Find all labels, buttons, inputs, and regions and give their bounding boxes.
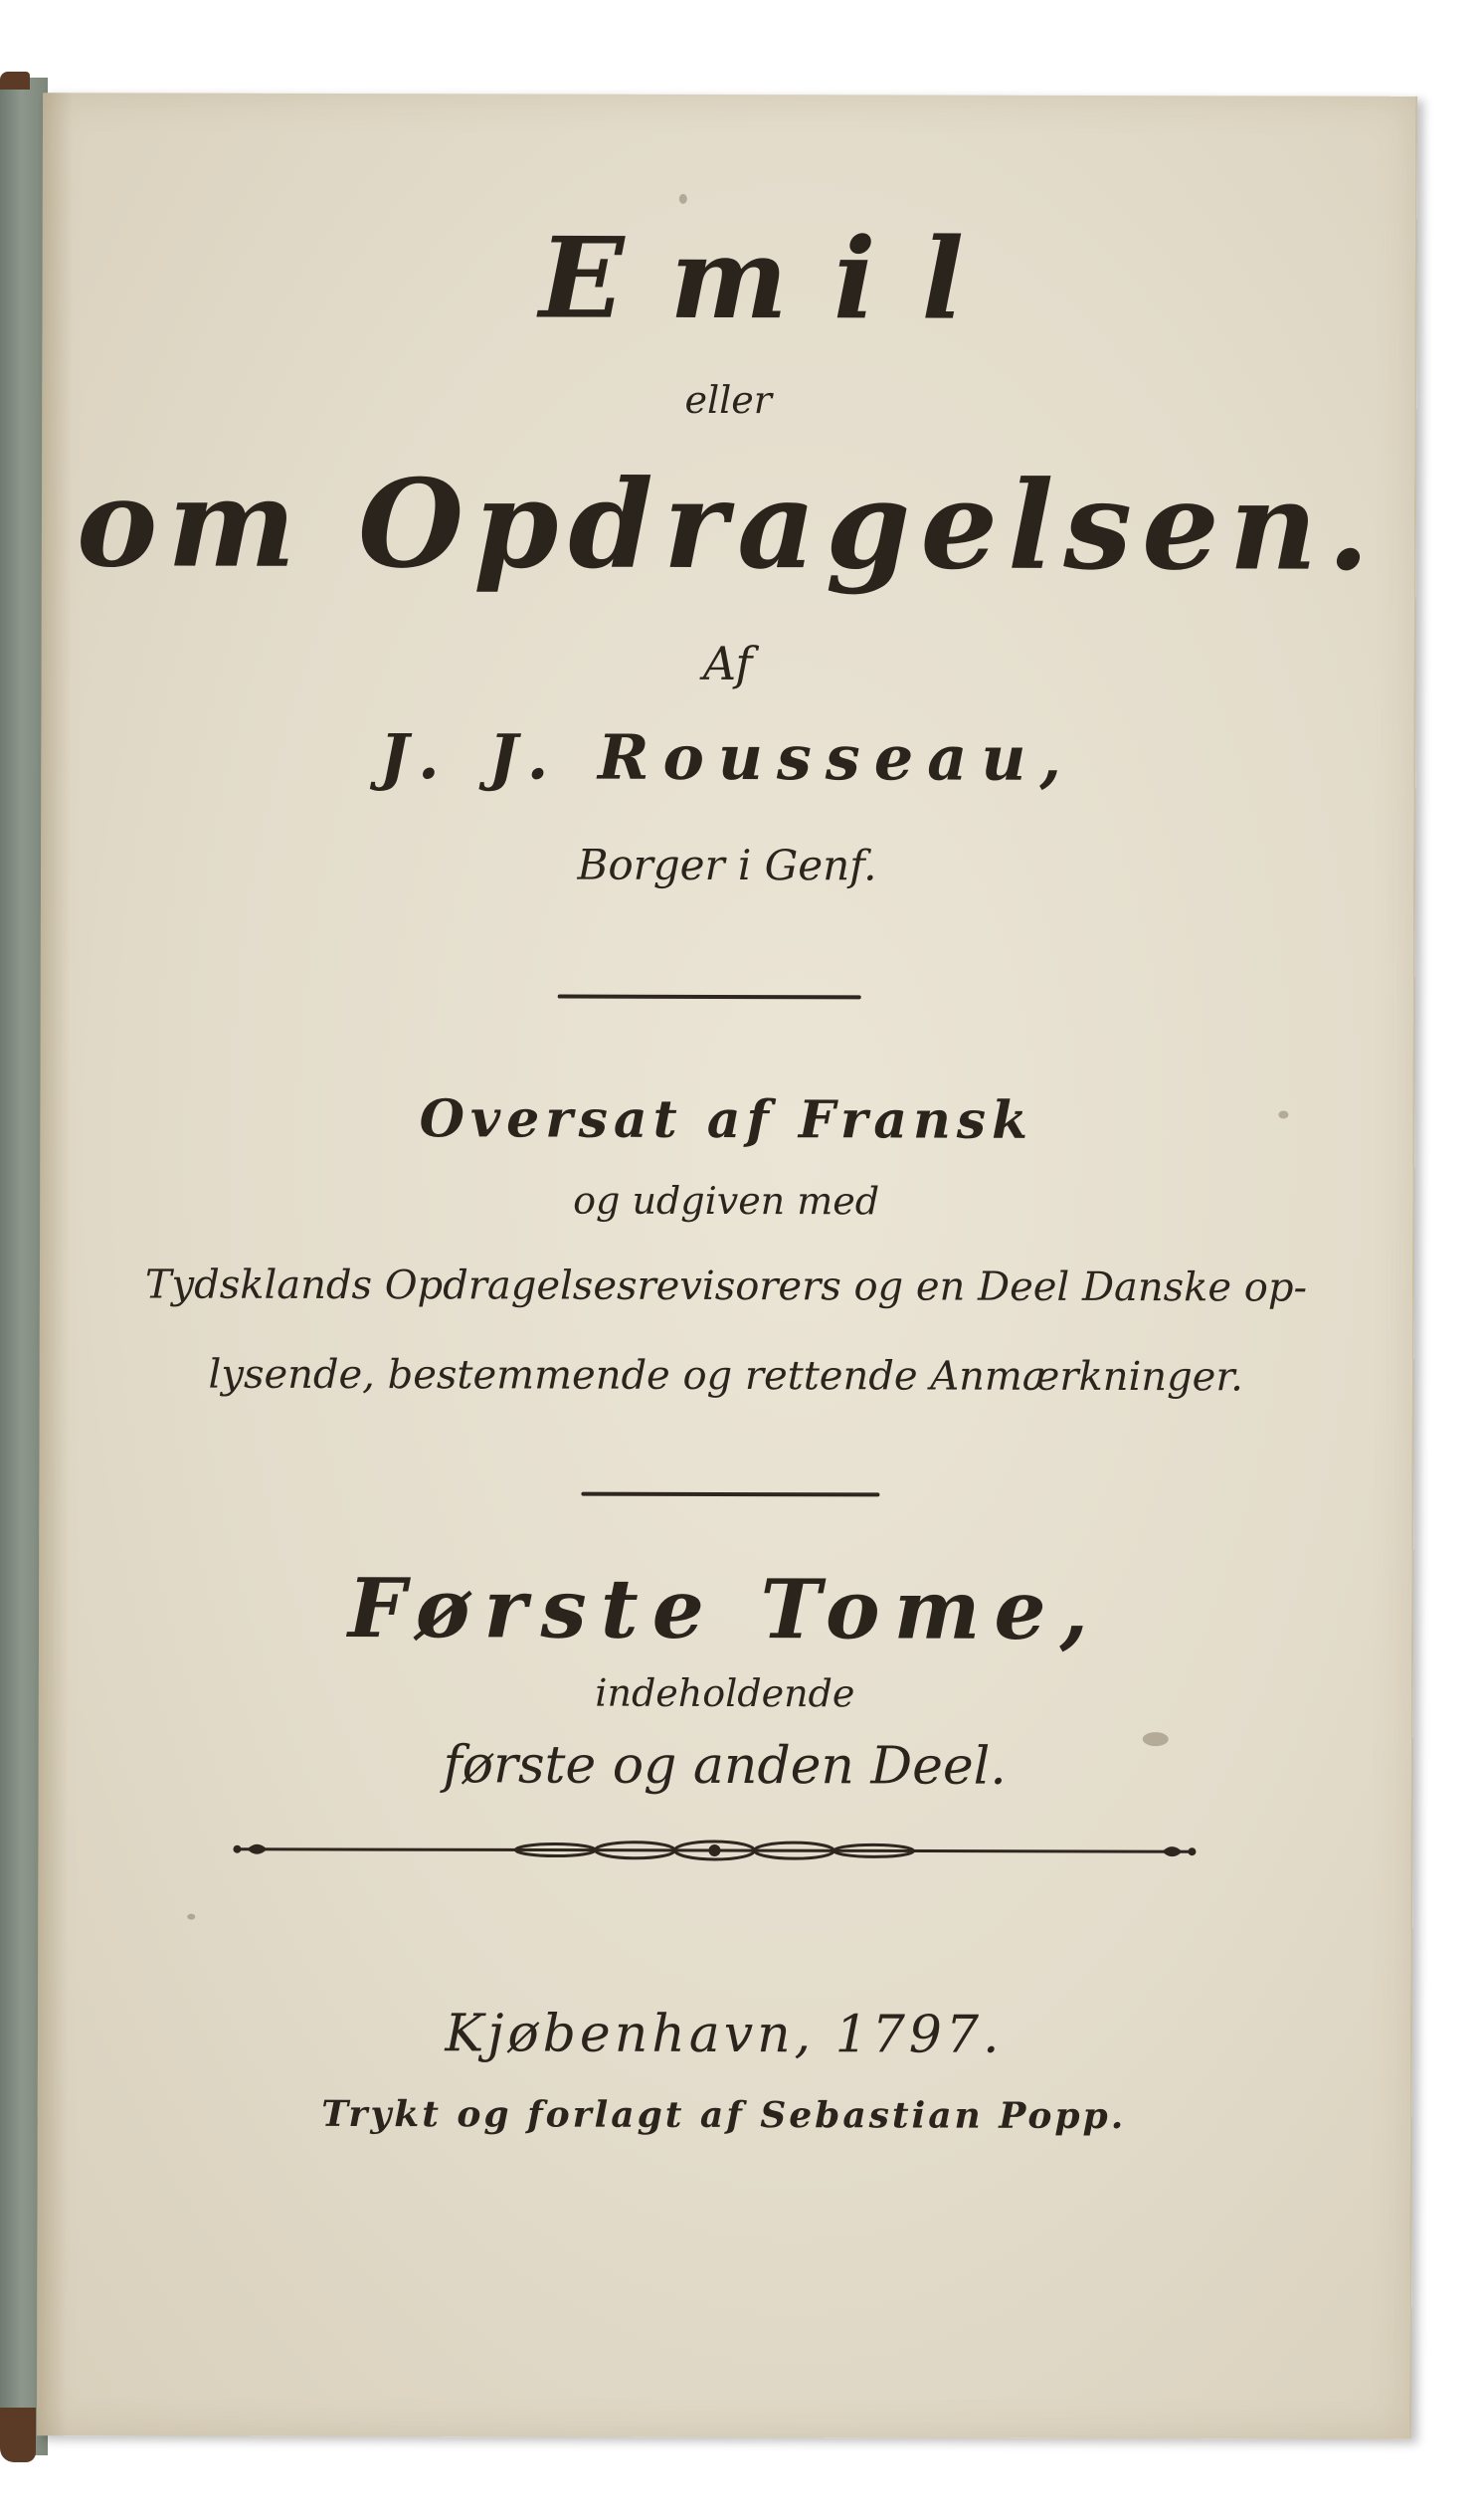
book-subtitle: om Opdragelsen. [76, 451, 1381, 598]
title-connector: eller [684, 377, 773, 423]
author-name: J. J. Rousseau, [379, 720, 1076, 795]
divider-rule [558, 995, 861, 1000]
imprint-printer: Trykt og forlagt af Sebastian Popp. [321, 2092, 1127, 2138]
annotations-line-2: lysende, bestemmende og rettende Anmærkninger. [208, 1351, 1243, 1401]
foxing-spot [679, 194, 687, 204]
author-title: Borger i Genf. [577, 840, 877, 890]
ornamental-rule [227, 1830, 1202, 1872]
title-page [37, 93, 1417, 2439]
book-spine-top [0, 72, 30, 90]
volume-heading: Første Tome, [347, 1561, 1103, 1658]
book-title: Emil [538, 213, 1011, 345]
containing-label: indeholdende [595, 1670, 855, 1716]
divider-rule-2 [581, 1492, 879, 1497]
book-spine-bottom [0, 2408, 36, 2462]
translation-note: Oversat af Fransk [419, 1088, 1034, 1151]
foxing-spot [1278, 1110, 1288, 1118]
imprint-place-date: Kjøbenhavn, 1797. [445, 2004, 1004, 2065]
publication-note: og udgiven med [573, 1178, 880, 1224]
annotations-line-1: Tydsklands Opdragelsesrevisorers og en Deel Danske op- [144, 1261, 1308, 1311]
foxing-spot [187, 1914, 195, 1920]
by-line: Af [702, 636, 753, 691]
title-page-content [37, 93, 1415, 2439]
parts-label: første og anden Deel. [443, 1735, 1007, 1797]
foxing-spot [1143, 1732, 1169, 1746]
